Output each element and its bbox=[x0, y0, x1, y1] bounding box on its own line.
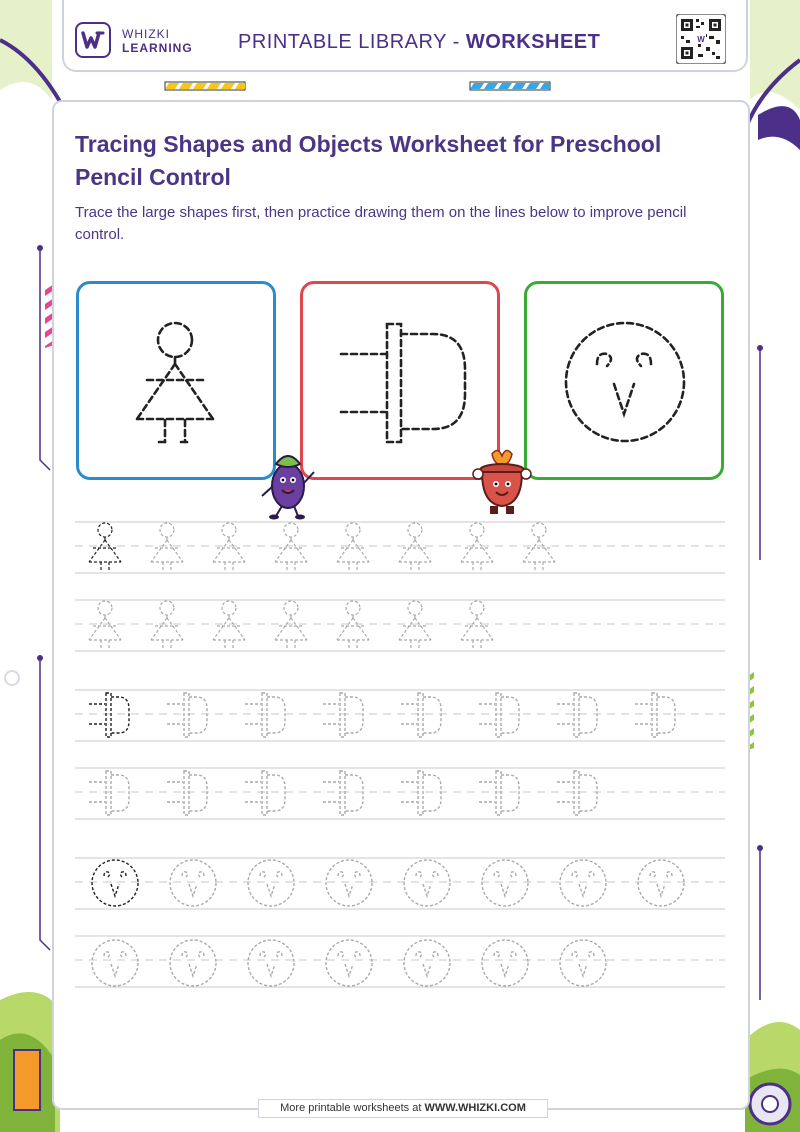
qr-code-icon[interactable] bbox=[676, 14, 726, 64]
svg-text:W: W bbox=[697, 35, 705, 44]
shape-card-girl bbox=[76, 281, 276, 480]
brand-line-1: WHIZKI bbox=[122, 27, 170, 41]
worksheet-instructions: Trace the large shapes first, then practice drawing them on the lines below to improve pencil control. bbox=[75, 204, 687, 243]
footer-link-bar[interactable] bbox=[258, 1099, 548, 1118]
header-title-prefix: PRINTABLE LIBRARY - bbox=[238, 31, 466, 53]
girl-figure-icon bbox=[79, 284, 273, 477]
header-title-bold: WORKSHEET bbox=[465, 31, 601, 53]
footer-website-link[interactable]: WWW.WHIZKI.COM bbox=[424, 1102, 526, 1114]
brand-line-2: LEARNING bbox=[122, 41, 193, 55]
shape-card-plug bbox=[300, 281, 500, 480]
practice-area bbox=[75, 500, 725, 1000]
shape-card-face bbox=[524, 281, 724, 480]
worksheet-title: Tracing Shapes and Objects Worksheet for Preschool Pencil Control bbox=[75, 131, 662, 190]
face-circle-icon bbox=[527, 284, 721, 477]
brand-name bbox=[122, 27, 193, 55]
footer-prefix: More printable worksheets at bbox=[280, 1102, 425, 1114]
plug-icon bbox=[303, 284, 497, 477]
header-title bbox=[238, 31, 600, 54]
whizki-logo-icon[interactable] bbox=[75, 22, 111, 58]
